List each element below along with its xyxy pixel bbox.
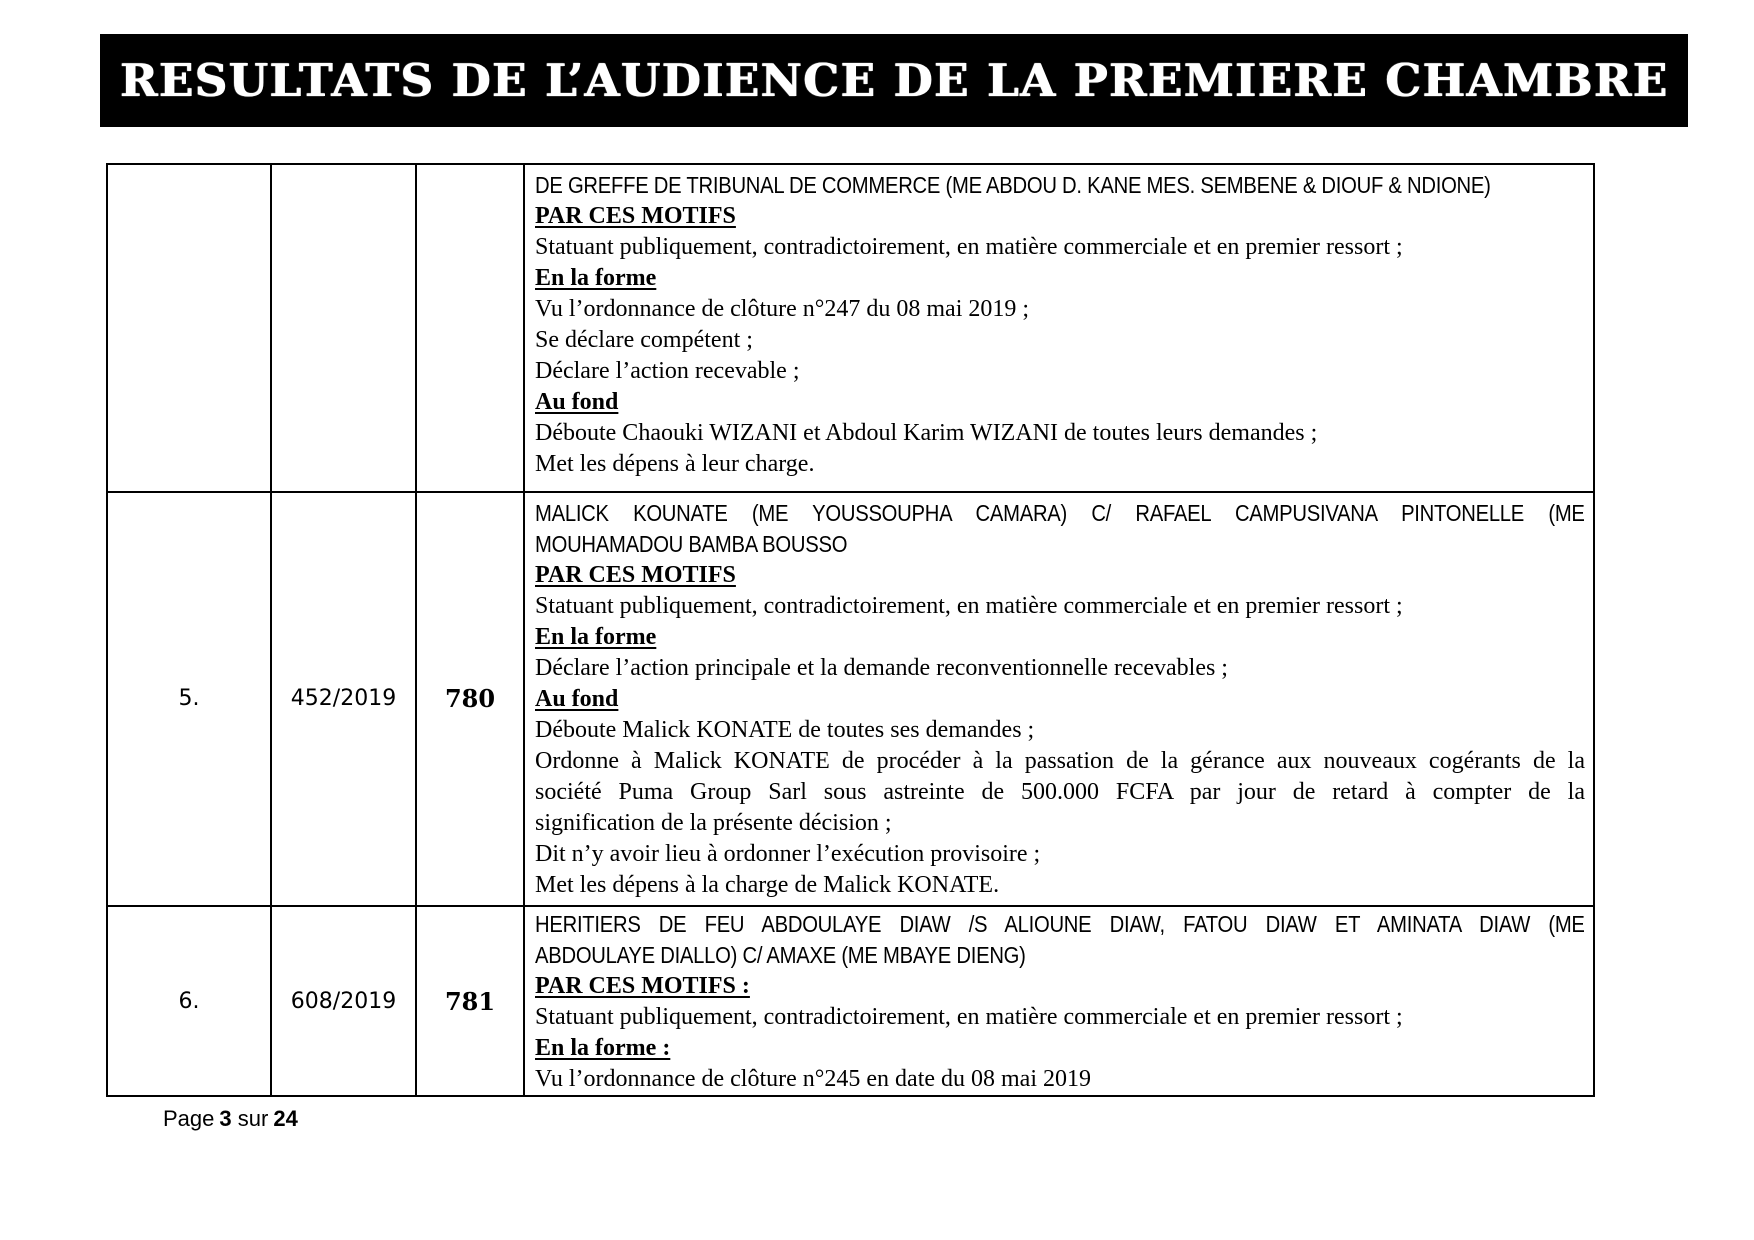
case-text-line: PAR CES MOTIFS :	[535, 973, 750, 999]
case-text-line: HERITIERS DE FEU ABDOULAYE DIAW /S ALIOUNE DIAW, FATOU DIAW ET AMINATA DIAW (ME	[535, 911, 1585, 937]
case-text-line: Dit n’y avoir lieu à ordonner l’exécution provisoire ;	[535, 840, 1041, 867]
case-text-line: Met les dépens à la charge de Malick KONATE.	[535, 871, 1000, 898]
case-number-cell	[272, 165, 417, 491]
page-footer	[163, 1106, 298, 1132]
case-text-line: En la forme	[535, 623, 657, 650]
table-row	[108, 165, 1593, 491]
case-text-line: En la forme	[535, 265, 657, 291]
case-details-cell	[525, 907, 1593, 1095]
case-details-cell	[525, 493, 1593, 905]
case-text-line: PAR CES MOTIFS	[535, 203, 736, 229]
case-text-line: MALICK KOUNATE (ME YOUSSOUPHA CAMARA) C/ RAFAEL CAMPUSIVANA PINTONELLE (ME	[535, 499, 1585, 526]
case-text-line: Déboute Chaouki WIZANI et Abdoul Karim WIZANI de toutes leurs demandes ;	[535, 420, 1318, 446]
case-index-cell	[108, 165, 272, 491]
case-text-line: société Puma Group Sarl sous astreinte de 500.000 FCFA par jour de retard à compter de la	[535, 778, 1585, 805]
case-text-line: Vu l’ordonnance de clôture n°245 en date du 08 mai 2019	[535, 1066, 1091, 1092]
title-banner	[100, 34, 1688, 127]
case-text-line: Vu l’ordonnance de clôture n°247 du 08 mai 2019 ;	[535, 296, 1030, 322]
case-index-cell: 6.	[108, 907, 272, 1095]
case-text-line: Au fond	[535, 685, 619, 712]
case-text-line: PAR CES MOTIFS	[535, 561, 736, 588]
case-text-line: Statuant publiquement, contradictoirement, en matière commerciale et en premier ressort ;	[535, 1004, 1403, 1030]
page-title: RESULTATS DE L’AUDIENCE DE LA PREMIERE CHAMBRE	[119, 54, 1669, 107]
case-index-cell: 5.	[108, 493, 272, 905]
case-text-line: Se déclare compétent ;	[535, 327, 753, 353]
case-text-line: Statuant publiquement, contradictoirement, en matière commerciale et en premier ressort ;	[535, 592, 1403, 619]
decision-number-cell: 781	[417, 907, 525, 1095]
footer-page-total: 24	[273, 1106, 298, 1131]
case-number-cell: 452/2019	[272, 493, 417, 905]
case-text-line: Déclare l’action recevable ;	[535, 358, 800, 384]
table-row	[108, 905, 1593, 1095]
case-text-line: Au fond	[535, 389, 619, 415]
case-text-line: Déboute Malick KONATE de toutes ses demandes ;	[535, 716, 1035, 743]
case-text-line: Déclare l’action principale et la demande reconventionnelle recevables ;	[535, 654, 1228, 681]
results-table	[106, 163, 1595, 1097]
footer-page-label: Page	[163, 1106, 215, 1131]
case-text-line: En la forme :	[535, 1035, 671, 1061]
case-text-line: Ordonne à Malick KONATE de procéder à la passation de la gérance aux nouveaux cogérants de la	[535, 747, 1585, 774]
footer-page-current: 3	[219, 1106, 232, 1131]
case-text-line: MOUHAMADOU BAMBA BOUSSO	[535, 530, 848, 557]
case-number-cell: 608/2019	[272, 907, 417, 1095]
decision-number-cell: 780	[417, 493, 525, 905]
decision-number-cell	[417, 165, 525, 491]
case-text-line: DE GREFFE DE TRIBUNAL DE COMMERCE (ME ABDOU D. KANE MES. SEMBENE & DIOUF & NDIONE)	[535, 172, 1491, 198]
footer-of-label: sur	[237, 1106, 269, 1131]
case-text-line: Statuant publiquement, contradictoirement, en matière commerciale et en premier ressort ;	[535, 234, 1403, 260]
case-details-cell	[525, 165, 1593, 491]
case-text-line: signification de la présente décision ;	[535, 809, 892, 836]
table-row	[108, 491, 1593, 905]
case-text-line: Met les dépens à leur charge.	[535, 451, 815, 477]
case-text-line: ABDOULAYE DIALLO) C/ AMAXE (ME MBAYE DIENG)	[535, 942, 1026, 968]
